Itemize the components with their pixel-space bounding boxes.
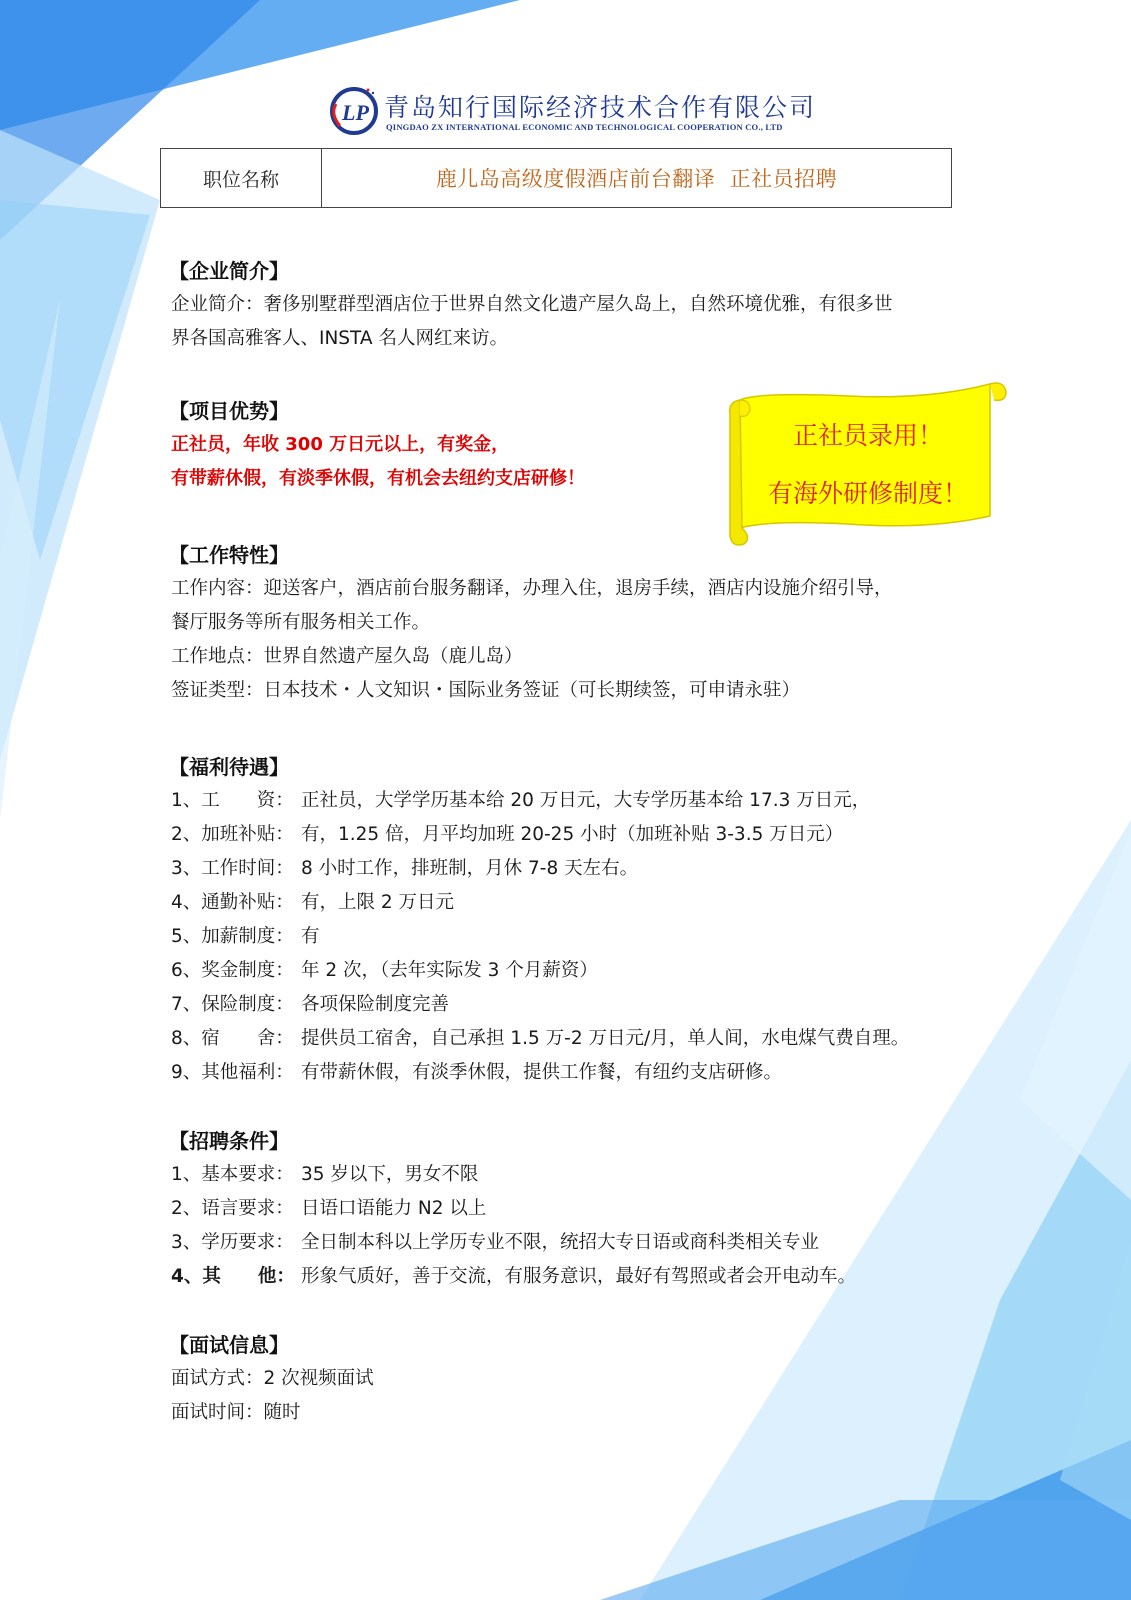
position-label: 职位名称	[161, 149, 322, 207]
benefit-label: 1、工 资：	[171, 790, 294, 811]
section-title: 【项目优势】	[169, 399, 289, 423]
requirement-item	[171, 1260, 991, 1294]
lp-logo-icon	[328, 84, 380, 136]
benefit-value: 有，上限 2 万日元	[301, 892, 455, 913]
requirement-label: 、基本要求：	[182, 1164, 294, 1185]
company-intro-section	[171, 254, 991, 356]
benefit-label: 2、加班补贴：	[171, 824, 294, 845]
benefit-value: 有，1.25 倍，月平均加班 20-25 小时（加班补贴 3-3.5 万日元）	[301, 824, 844, 845]
position-table	[160, 148, 952, 208]
requirement-number: 2	[171, 1198, 183, 1219]
requirement-number: 3	[171, 1232, 183, 1253]
requirement-value: 日语口语能力 N2 以上	[301, 1198, 487, 1219]
feature-line: 签证类型：日本技术・人文知识・国际业务签证（可长期续签，可申请永驻）	[171, 680, 801, 701]
interview-section	[171, 1328, 991, 1430]
benefit-value: 有	[301, 926, 320, 947]
benefit-item	[171, 886, 991, 920]
benefit-value: 8 小时工作，排班制，月休 7-8 天左右。	[301, 858, 639, 879]
benefit-label: 3、工作时间：	[171, 858, 294, 879]
intro-line: 企业简介：奢侈别墅群型酒店位于世界自然文化遗产屋久岛上，自然环境优雅，有很多世	[171, 294, 893, 315]
advantages-section	[171, 394, 991, 496]
benefit-value: 各项保险制度完善	[301, 994, 450, 1015]
section-title: 【面试信息】	[169, 1333, 289, 1357]
requirement-label: 、学历要求：	[182, 1232, 294, 1253]
benefit-item	[171, 1022, 991, 1056]
benefit-item	[171, 954, 991, 988]
benefit-item	[171, 988, 991, 1022]
company-name-en: QINGDAO ZX INTERNATIONAL ECONOMIC AND TECHNOLOGICAL COOPERATION CO., LTD	[386, 122, 783, 132]
benefit-item	[171, 1056, 991, 1090]
section-title: 【企业简介】	[169, 259, 289, 283]
feature-line: 工作内容：迎送客户，酒店前台服务翻译，办理入住，退房手续，酒店内设施介绍引导，	[171, 578, 893, 599]
benefit-item	[171, 818, 991, 852]
benefit-item	[171, 920, 991, 954]
benefit-label: 6、奖金制度：	[171, 960, 294, 981]
feature-line: 工作地点：世界自然遗产屋久岛（鹿儿岛）	[171, 646, 523, 667]
benefit-value: 提供员工宿舍，自己承担 1.5 万-2 万日元/月，单人间，水电煤气费自理。	[301, 1028, 910, 1049]
requirement-item	[171, 1158, 991, 1192]
company-header	[328, 84, 817, 140]
benefit-item	[171, 852, 991, 886]
position-value: 鹿儿岛高级度假酒店前台翻译 正社员招聘	[435, 167, 838, 191]
job-features-section	[171, 538, 991, 708]
requirement-number: 1	[171, 1164, 183, 1185]
advantage-line: 有带薪休假，有淡季休假，有机会去纽约支店研修！	[171, 468, 585, 489]
requirement-item	[171, 1192, 991, 1226]
requirement-value: 形象气质好，善于交流，有服务意识，最好有驾照或者会开电动车。	[301, 1266, 857, 1287]
requirement-label: 、其 他：	[183, 1266, 295, 1287]
benefit-label: 8、宿 舍：	[171, 1028, 294, 1049]
banner-line-2: 有海外研修制度！	[767, 479, 968, 508]
interview-line: 面试时间：随时	[171, 1402, 301, 1423]
benefit-label: 7、保险制度：	[171, 994, 294, 1015]
requirement-value: 全日制本科以上学历专业不限，统招大专日语或商科类相关专业	[301, 1232, 820, 1253]
interview-line: 面试方式：2 次视频面试	[171, 1368, 374, 1389]
requirements-section	[171, 1124, 991, 1294]
benefit-value: 年 2 次，（去年实际发 3 个月薪资）	[301, 960, 598, 981]
section-title: 【招聘条件】	[169, 1129, 289, 1153]
benefit-label: 5、加薪制度：	[171, 926, 294, 947]
intro-line: 界各国高雅客人、INSTA 名人网红来访。	[171, 328, 508, 349]
feature-line: 餐厅服务等所有服务相关工作。	[171, 612, 431, 633]
benefit-value: 有带薪休假，有淡季休假，提供工作餐，有纽约支店研修。	[301, 1062, 783, 1083]
section-title: 【福利待遇】	[169, 755, 289, 779]
requirement-number: 4	[171, 1266, 184, 1287]
benefit-value: 正社员，大学学历基本给 20 万日元，大专学历基本给 17.3 万日元，	[301, 790, 871, 811]
benefit-item	[171, 784, 991, 818]
requirement-label: 、语言要求：	[182, 1198, 294, 1219]
benefit-label: 9、其他福利：	[171, 1062, 294, 1083]
banner-line-1: 正社员录用！	[792, 421, 943, 450]
requirement-item	[171, 1226, 991, 1260]
requirement-value: 35 岁以下，男女不限	[301, 1164, 479, 1185]
section-title: 【工作特性】	[169, 543, 289, 567]
benefits-section	[171, 750, 991, 1090]
benefit-label: 4、通勤补贴：	[171, 892, 294, 913]
company-name-cn: 青岛知行国际经济技术合作有限公司	[384, 93, 817, 122]
svg-text:LP: LP	[342, 100, 369, 125]
advantage-line: 正社员，年收 300 万日元以上，有奖金，	[171, 434, 510, 455]
